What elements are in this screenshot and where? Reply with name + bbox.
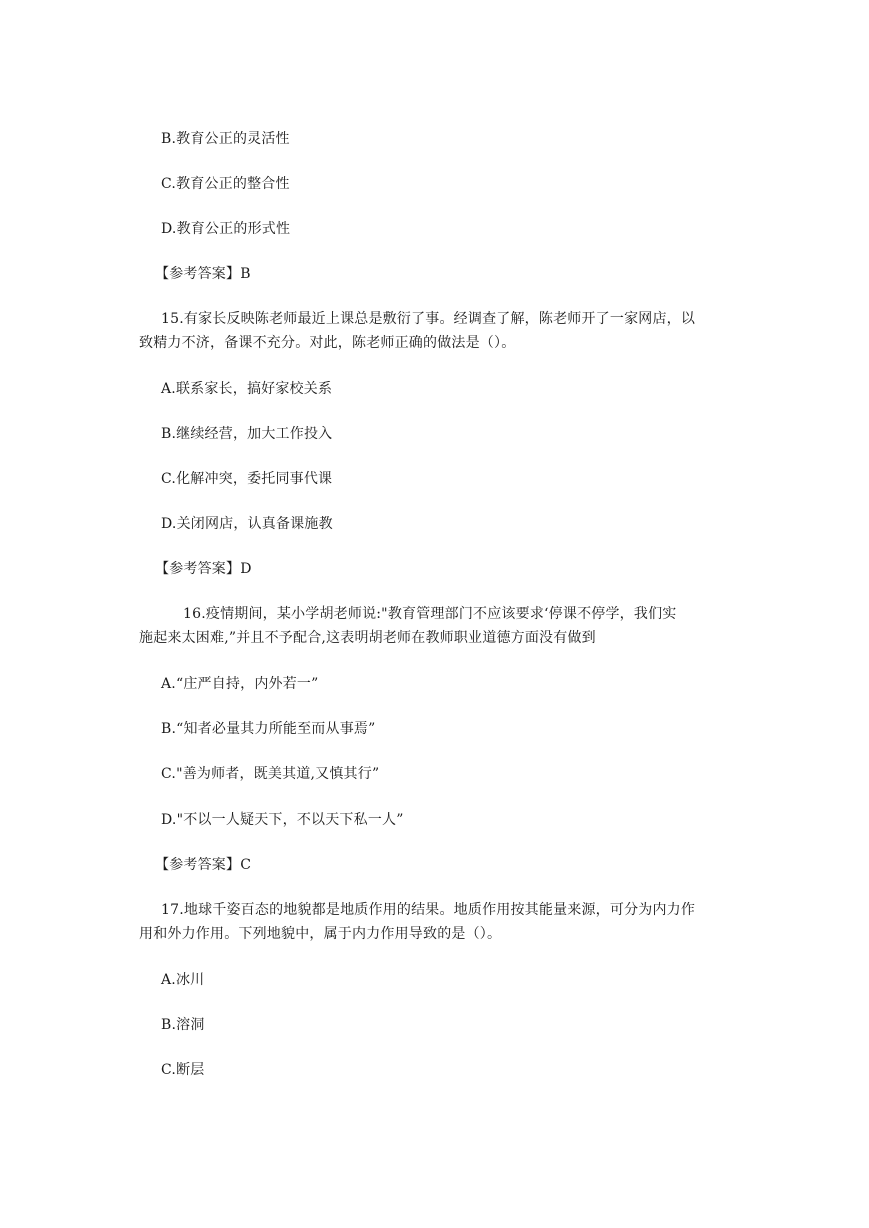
q17-option-a: A.冰川: [161, 972, 205, 988]
q16-stem-line2: 施起来太困难,”并且不予配合,这表明胡老师在教师职业道德方面没有做到: [139, 630, 596, 646]
q15-option-c: C.化解冲突，委托同事代课: [161, 471, 333, 487]
q15-stem-line1: 15.有家长反映陈老师最近上课总是敷衍了事。经调查了解，陈老师开了一家网店，以: [161, 311, 696, 327]
q15-stem-line2: 致精力不济，备课不充分。对此，陈老师正确的做法是（）。: [139, 335, 516, 351]
q15-option-d: D.关闭网店，认真备课施教: [161, 516, 333, 532]
q14-answer: 【参考答案】B: [155, 266, 251, 282]
q16-option-c: C."善为师者，既美其道,又慎其行”: [161, 766, 380, 782]
q15-answer: 【参考答案】D: [155, 561, 252, 577]
q17-option-b: B.溶洞: [161, 1017, 205, 1033]
q16-option-d: D."不以一人疑天下，不以天下私一人”: [161, 812, 404, 828]
q14-option-c: C.教育公正的整合性: [161, 176, 290, 192]
q17-stem-line1: 17.地球千姿百态的地貌都是地质作用的结果。地质作用按其能量来源，可分为内力作: [161, 902, 696, 918]
q15-option-a: A.联系家长，搞好家校关系: [161, 381, 333, 397]
q17-stem-line2: 用和外力作用。下列地貌中，属于内力作用导致的是（）。: [139, 926, 502, 942]
q16-stem-line1: 16.疫情期间，某小学胡老师说:"教育管理部门不应该要求‘停课不停学，我们实: [183, 606, 677, 622]
q16-option-a: A.“庄严自持，内外若一”: [161, 676, 319, 692]
q17-option-c: C.断层: [161, 1062, 205, 1078]
q16-answer: 【参考答案】C: [155, 857, 252, 873]
q15-option-b: B.继续经营，加大工作投入: [161, 426, 333, 442]
q16-option-b: B.“知者必量其力所能至而从事焉”: [161, 721, 376, 737]
q14-option-d: D.教育公正的形式性: [161, 221, 291, 237]
q14-option-b: B.教育公正的灵活性: [161, 131, 290, 147]
